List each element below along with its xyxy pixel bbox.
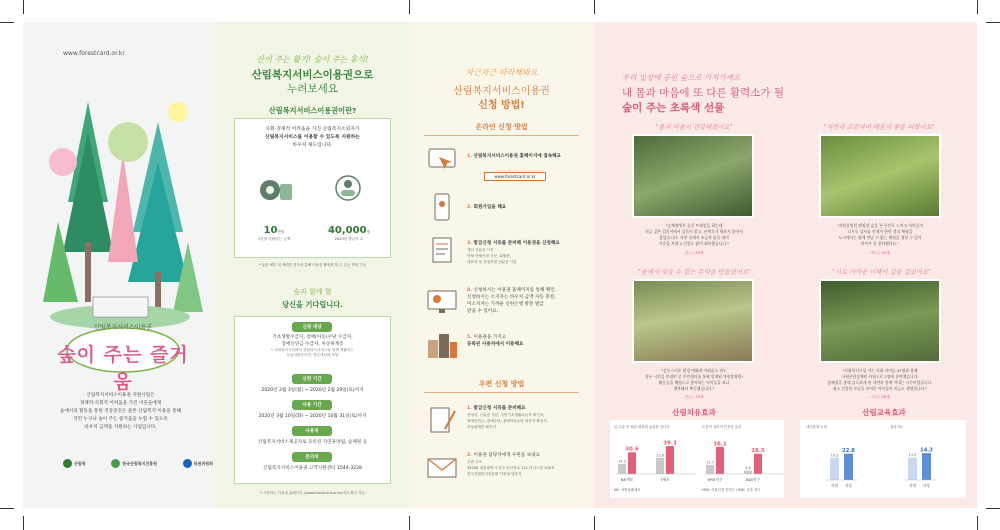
cover-intro-text [43, 392, 198, 432]
online-step-5: 5. 이용권을 가지고 등록된 사용처에서 이용해요 [467, 335, 524, 347]
children-leaves-photo [819, 134, 941, 218]
intro-title-line2: 누려보세요 [287, 83, 338, 95]
phone-login-icon [425, 192, 459, 222]
chart-3-title: 대인관계 능력 [806, 425, 827, 429]
category-label: 사후 [922, 483, 931, 488]
chart-note-1: NK: 자연살해세포 [614, 488, 641, 492]
cover-intro-line: 경제적·사회적 어려움을 가진 이웃들에게 [79, 401, 162, 406]
apply-period-text: 2020년 2월 3일(월) ~ 2020년 2월 29일(토)까지 [261, 388, 364, 393]
cover-logo-subtitle: 산림복지서비스이용권 [94, 324, 152, 331]
healing-chart-box [610, 420, 784, 498]
quote-2: "자연과 교감하며 배움의 꽃을 피웠어요" [823, 124, 935, 131]
contact-label: 문의처 [292, 452, 332, 462]
form-pen-icon [425, 405, 459, 435]
cover-intro-line: 바우처 금액을 지원하는 사업입니다. [84, 425, 157, 430]
bar-value-label: 19.2 [830, 453, 839, 458]
quote-1: "몸과 마음이 건강해졌어요" [655, 124, 733, 131]
target-line: 기초생활수급자, 장애(아동)수당 수급자, [272, 335, 353, 340]
definition-text [246, 126, 379, 150]
bar-value-label: 11.9 [908, 453, 917, 458]
healing-effect-title: 산림치유효과 [672, 408, 716, 417]
chart-4-title: 정서지능 [890, 425, 904, 429]
caption-1: "숲체원에서 숲길 트레킹을 하는데 지금 같은 걸음이에서 걸음이 좋고, 산책로가 험하지 않아서 좋았습니다. 자연 속에서 조금씩 몸을 내며 기운을 차렸고 건강도 많이 회복했습니다." [645, 223, 743, 246]
money-bag-icon [256, 170, 296, 206]
online-heading: 온라인 신청 방법 [475, 123, 528, 131]
site-url-box: www.forestcard.or.kr [484, 172, 546, 181]
category-label: 사후 [844, 483, 853, 488]
author-1: - 김○○ 83세 - [682, 251, 706, 255]
stat-recipients: 40,000명 2020년 발급자 수 [327, 225, 371, 241]
bar-value-label: 4.8 [745, 466, 751, 471]
bar-value-label: 39.3 [663, 440, 677, 447]
org-logos [63, 459, 213, 468]
online-divider [424, 135, 579, 136]
education-effect-title: 산림교육효과 [862, 408, 906, 417]
category-label: T세포 [660, 477, 670, 482]
post-heading: 우편 신청 방법 [478, 380, 525, 388]
forest-swing-photo [632, 279, 754, 363]
forest-service-icon [63, 459, 72, 468]
target-note: * 사회복지시설에서 산림복지서비스와 함께 생활하는 [271, 348, 354, 352]
forest-trail-photo [632, 134, 754, 218]
quote-3: "숲에서 잊을 수 없는 추억을 만들었어요" [637, 269, 752, 276]
intro-script: 산이 주는 활기! 숲이 주는 휴식! [256, 55, 369, 64]
target-line: 장애인연금 수급자, 차상위계층 [281, 342, 344, 347]
intro-title: 산림복지서비스이용권으로 [251, 69, 374, 81]
definition-heading: 산림복지서비스이용권이란? [268, 106, 357, 115]
category-label: BDI지수 [746, 477, 760, 482]
bar-value-label: 28.5 [751, 448, 765, 455]
target-label: 신청 대상 [292, 322, 332, 332]
caption-3: "감독스러운 환경 변화에 어려움도 겪도 힘든 시간을 보내던 중 주민센터를 통해 알게된 자연휴양림! 활동숲을 체험으로 좋아하는 아이들을 보니 행복해서 뿌듯했습니다." [645, 368, 743, 391]
definition-line: 사회·경제적 어려움을 가진 산림복지소외자가 [265, 127, 360, 132]
bar-value-label: 22.8 [656, 453, 664, 458]
definition-line: 바우처 제도입니다. [292, 143, 333, 148]
quote-4: "서로 가까운 이해의 길을 걸었어요" [832, 269, 931, 276]
chart-2-title: 도움이 심리적 안정성 효과 [702, 425, 742, 429]
post-step-2: 2. 이용권 담당자에게 우편을 보내요 우편 주소 35208 대전광역시 서구 둔산북로 121,아너스빌 209호 한국산림복지진흥원 이용권 담당자 [467, 453, 555, 476]
target-note: 들들지원한다면, 발급대상에 포함 [286, 353, 339, 357]
envelope-icon [425, 452, 459, 482]
forest-illustration [38, 82, 203, 342]
online-step-1: 1. 산림복지서비스이용권 홈페이지에 접속해요 [467, 154, 562, 159]
place-text: 산림복지서비스제공자로 등록된 자연휴양림, 숲체원 등 [257, 440, 368, 445]
online-step-2: 2. 회원가입을 해요 [467, 205, 507, 210]
testimonial-panel [594, 22, 977, 508]
online-step-3: 3. 발급신청 서류를 준비해 이용권을 신청해요 개인 신분증 사본 단체 단체신청 공문, 회원증, 대표자 및 신청자별 신분증 사본 [467, 241, 560, 264]
post-divider [424, 392, 579, 393]
definition-line: 산림복지서비스를 이용할 수 있도록 지원하는 [265, 135, 360, 140]
online-step-4: 4. 신청하시는 이용권 홈페이지를 통해 확인. 신청하시는 소지자는 바우처 금액 자동 충전, 미소지자는 가까운 신한은행 방문 발급 받을 수 있어요. [467, 288, 557, 314]
forest-welfare-icon [111, 459, 120, 468]
use-period-text: 2020년 3월 10일(화) ~ 2020년 10월 31일(토)까지 [258, 414, 367, 419]
people-icon [328, 170, 368, 206]
bar [666, 446, 674, 474]
target-text [236, 334, 389, 358]
chart-note-2: HRV: 자율신경 안정도 / BDI: 우울 척도 [702, 488, 761, 492]
bar-value-label: 22.8 [842, 448, 855, 455]
testimonial-title: 내 몸과 마음에 또 다른 활력소가 될 [622, 87, 785, 99]
contact-text: 산림복지서비스이용권 고객지원센터 1544-3228 [263, 466, 362, 471]
group-forest-photo [819, 279, 941, 363]
bar [618, 464, 626, 474]
bar [844, 454, 853, 480]
cover-panel [23, 22, 216, 508]
bar [628, 452, 636, 474]
document-icon [425, 236, 459, 266]
bar-value-label: 38.1 [713, 441, 727, 448]
bar [706, 465, 714, 474]
category-label: NK세포 [620, 477, 634, 482]
apply-title: 산림복지서비스이용권 [453, 86, 550, 97]
author-4: - 고○○ 28세 - [868, 395, 892, 399]
healing-chart [610, 432, 784, 486]
bar [830, 458, 839, 480]
category-label: HRV지수 [707, 477, 723, 482]
bar [754, 454, 762, 474]
bar [656, 458, 664, 474]
cover-intro-line: 국민 누구나 숲이 주는 즐거움을 누릴 수 있도록 [73, 417, 168, 422]
cover-intro-line: 산림복지서비스이용권 지원사업은 [86, 393, 155, 398]
intro-panel [216, 22, 409, 508]
mouse-click-icon [425, 145, 459, 175]
category-label: 사전 [830, 483, 839, 488]
category-label: 사전 [908, 483, 917, 488]
cover-intro-line: 숲에서의 활동을 통한 건강증진은 물론 산림복지 이용을 통해 [59, 409, 182, 414]
testimonial-script: 우리 일상에 공원 숲으로 가져가세요 [622, 73, 741, 82]
apply-period-label: 신청 기간 [292, 374, 332, 384]
caption-2: "자연휴양림 캠핑장 숲을 곤 동안로 느끼고 아이들이 너무도 감사를 언제가 한번 정리 체험을 도시에서는 쉽게 만날 수 없는 체험을 접할 수 있어 아이가 좀 좋아했어요." [836, 223, 923, 246]
bar-value-label: 30.6 [625, 446, 639, 453]
bar-value-label: 14.2 [618, 459, 626, 464]
use-period-label: 사용 기간 [292, 400, 332, 410]
intro-footnote: * 사용하는 이용권 홈페이지 (www.forestcard.or.kr)에서 확인 가능 [260, 491, 365, 495]
cover-url: www.forestcard.or.kr [63, 50, 125, 57]
bar-value-label: 12.7 [706, 460, 714, 465]
bar [908, 458, 917, 480]
org-logo: 산림청 [63, 459, 86, 468]
monitor-location-icon [425, 287, 459, 317]
author-2: - 박○○ 40세 - [868, 251, 892, 255]
waiting-subtitle: 숲과 함께 할 [293, 288, 332, 296]
apply-script: 차근차근 따라해봐요 [465, 68, 538, 77]
org-logo: 복권위원회 [183, 459, 213, 468]
apply-panel [409, 22, 594, 508]
chart-1-title: 암 수술 후 혈관 회복력 효과를 입니다 [614, 425, 670, 429]
lottery-icon [183, 459, 192, 468]
stat-amount: 10만원 1인당 지원하는 금액 [257, 225, 291, 241]
cover-logo-title: 숲이 주는 즐거움 [57, 344, 189, 393]
bar [716, 447, 724, 474]
apply-title-line2: 신청 방법! [478, 100, 525, 111]
author-3: - 이○○ 33세 - [682, 395, 706, 399]
org-logo: 한국산림복지진흥원 [111, 459, 157, 468]
post-step-1: 1. 발급신청 서류를 준비해요 신청서, 신분증 사본, 국민기초생활수급자 확인서, 장애인연금, 장애수당, 장애아동수당 대상자 확인서, 차상위계층 확인서 [467, 406, 548, 429]
stat-note: * 물품 배부 내 예매한 경우를 통해 이용을 활성화 할 수 있는 방안 가능 [258, 263, 367, 267]
bar-value-label: 14.3 [920, 447, 933, 454]
waiting-title: 당신을 기다립니다. [282, 300, 343, 309]
buildings-icon [425, 330, 459, 360]
bar [922, 453, 931, 480]
bar [744, 471, 752, 474]
education-chart-box [800, 420, 966, 498]
testimonial-title-line2: 숲이 주는 초록색 선물 [622, 102, 725, 114]
education-chart [800, 432, 966, 492]
place-label: 사용처 [292, 426, 332, 436]
caption-4: "사회복지시설 기는 지회 아이들 47명과 함께 국립산림숲체원 자원으로 2명에 참여했습니다. 숲해설을 통해 습득하게 된 자연과 함께 지내는 시간이었습니다. 평소 건강한 모습을 보여준 아이들이 지금도 생생합니다." [827, 368, 933, 391]
